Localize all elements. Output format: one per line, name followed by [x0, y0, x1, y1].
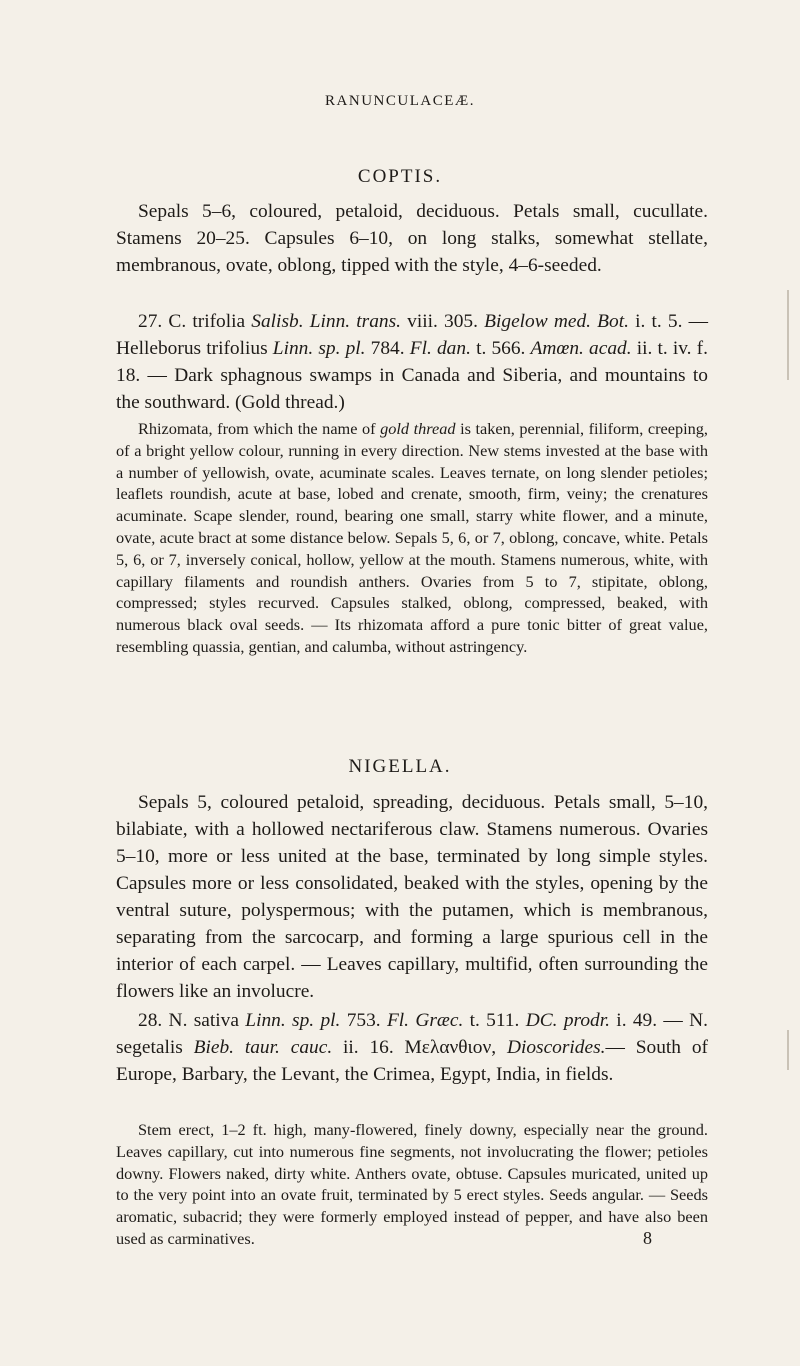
page-edge-shadow [787, 290, 789, 380]
page-edge-shadow [787, 1030, 789, 1070]
genus-title-nigella: NIGELLA. [348, 756, 452, 777]
nigella-species-notes: Stem erect, 1–2 ft. high, many-flowered, finely downy, especially near the ground. Leaves capillary, cut into numerous fine segments, not involucrating the flower; petioles downy. Flowers naked, dirty white. Anthers ovate, obtuse. Capsules muricated, united up to the very point into an ovate fruit, terminated by 5 erect styles. Seeds angular. — Seeds aromatic, subacrid; they were formerly employed instead of pepper, and have also been used as carminatives. [116, 1120, 708, 1248]
running-head: RANUNCULACEÆ. [325, 93, 475, 109]
coptis-species-entry: 27. C. trifolia Salisb. Linn. trans. viii. 305. Bigelow med. Bot. i. t. 5. — Helleborus trifolius Linn. sp. pl. 784. Fl. dan. t. 566. Amœn. acad. ii. t. iv. f. 18. — Dark sphagnous swamps in Canada and Siberia, and mountains to the southward. (Gold thread.) [116, 311, 709, 413]
nigella-species-entry: 28. N. sativa Linn. sp. pl. 753. Fl. Græc. t. 511. DC. prodr. i. 49. — N. segetalis Bieb. taur. cauc. ii. 16. Μελανθιον, Dioscorides.— South of Europe, Barbary, the Levant, the Crimea, Egypt, India, in fields. [116, 1010, 709, 1085]
page-number: 8 [643, 1228, 652, 1248]
genus-title-coptis: COPTIS. [357, 166, 443, 187]
coptis-genus-description: Sepals 5–6, coloured, petaloid, deciduous. Petals small, cucullate. Stamens 20–25. Capsules 6–10, on long stalks, somewhat stellate, membranous, ovate, oblong, tipped with the style, 4–6-seeded. [116, 201, 708, 276]
coptis-species-notes: Rhizomata, from which the name of gold thread is taken, perennial, filiform, creeping, of a bright yellow colour, running in every direction. New stems invested at the base with a number of yellowish, ovate, acuminate scales. Leaves ternate, on long slender petioles; leaflets roundish, acute at base, lobed and crenate, smooth, firm, veiny; the crenatures acuminate. Scape slender, round, bearing one small, starry white flower, and a minute, ovate, acute bract at some distance below. Sepals 5, 6, or 7, oblong, concave, white. Petals 5, 6, or 7, inversely conical, hollow, yellow at the mouth. Stamens numerous, white, with capillary filaments and roundish anthers. Ovaries from 5 to 7, stipitate, oblong, compressed; styles recurved. Capsules stalked, oblong, compressed, beaked, with numerous black oval seeds. — Its rhizomata afford a pure tonic bitter of great value, resembling quassia, gentian, and calumba, without astringency. [116, 419, 709, 656]
nigella-genus-description: Sepals 5, coloured petaloid, spreading, deciduous. Petals small, 5–10, bilabiate, with a hollowed nectariferous claw. Stamens numerous. Ovaries 5–10, more or less united at the base, terminated by long simple styles. Capsules more or less consolidated, beaked with the styles, opening by the ventral suture, polyspermous; with the putamen, which is membranous, separating from the sarcocarp, and forming a large spurious cell in the interior of each carpel. — Leaves capillary, multifid, often surrounding the flowers like an involucre. [116, 792, 708, 1002]
